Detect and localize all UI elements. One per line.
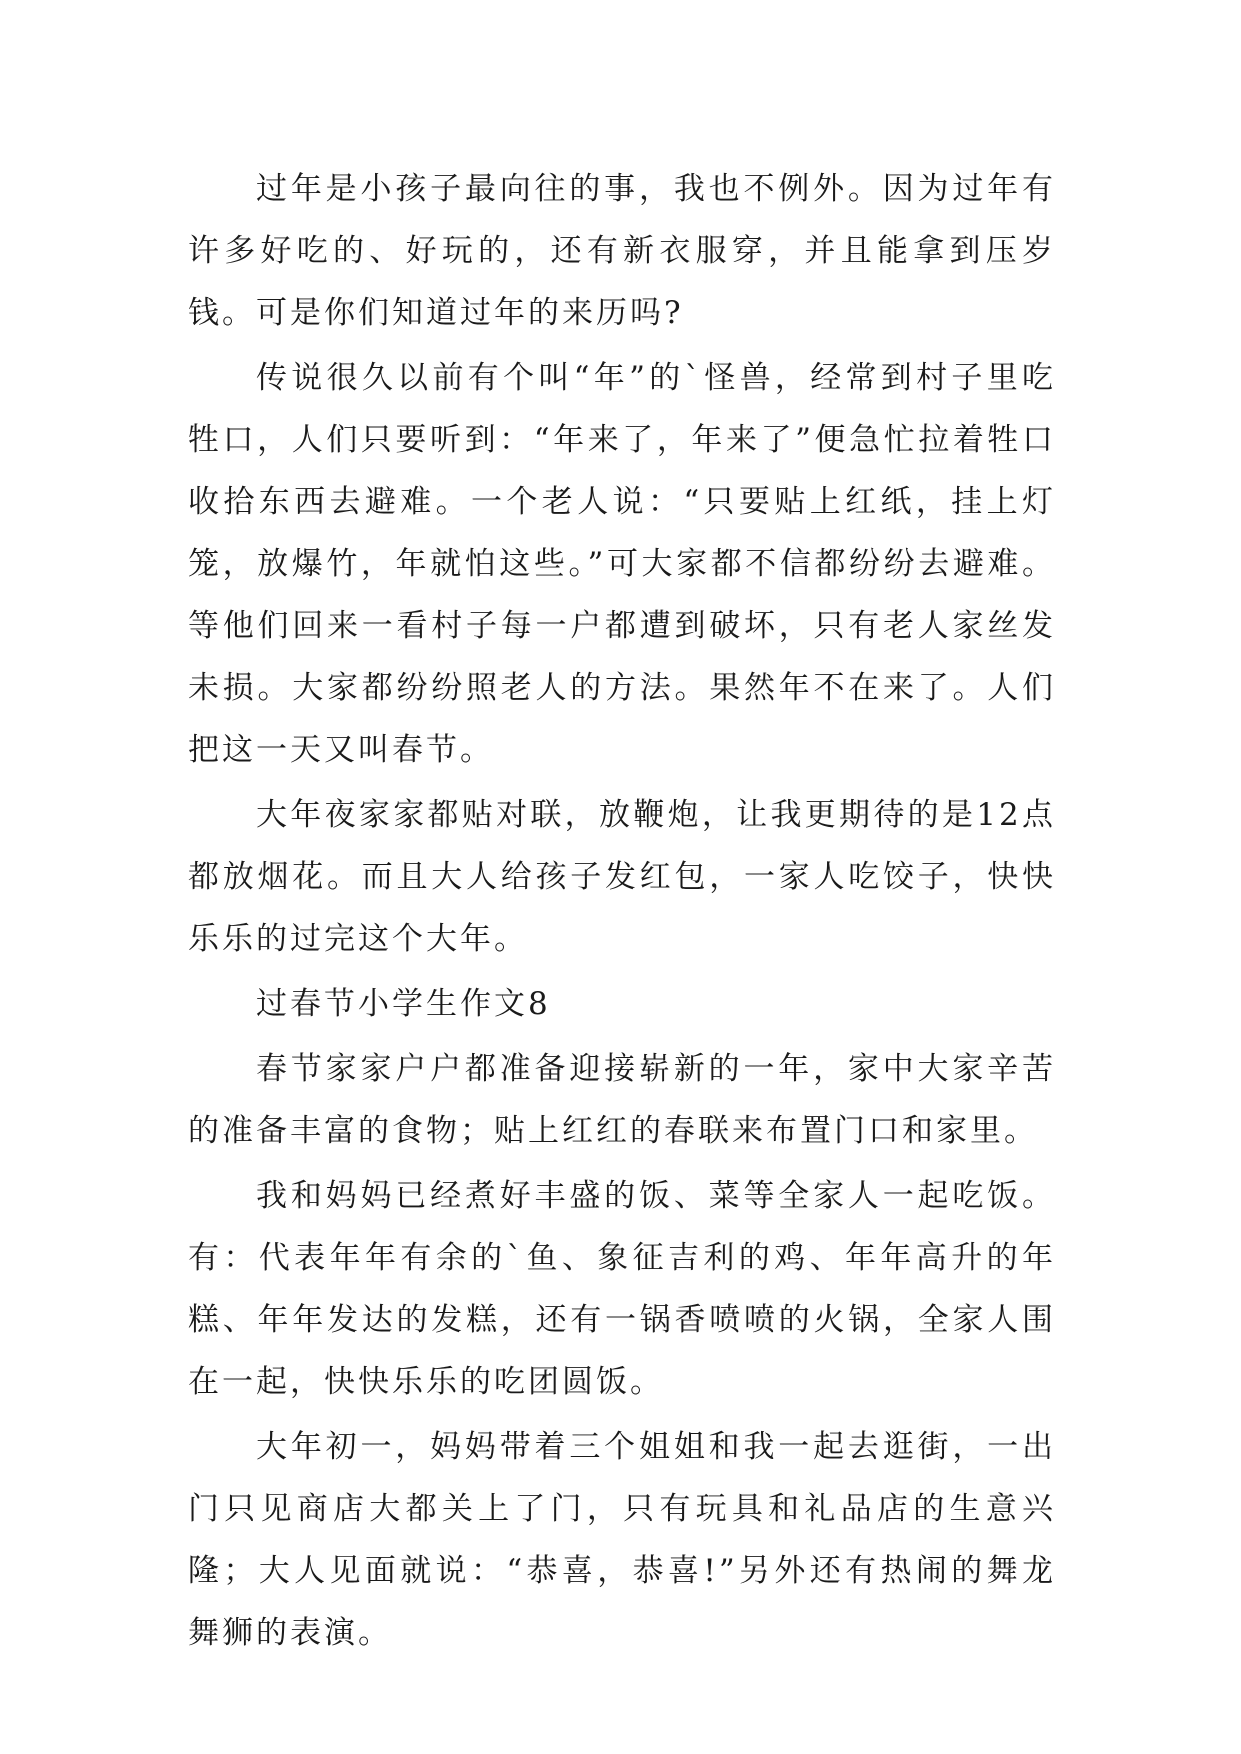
document-body [188, 158, 1056, 1667]
paragraph-intro: 过年是小孩子最向往的事，我也不例外。因为过年有许多好吃的、好玩的，还有新衣服穿，并且能拿到压岁钱。可是你们知道过年的来历吗? [188, 171, 1056, 331]
paragraph-first-day: 大年初一，妈妈带着三个姐姐和我一起去逛街，一出门只见商店大都关上了门，只有玩具和礼品店的生意兴隆；大人见面就说：“恭喜，恭喜!”另外还有热闹的舞龙舞狮的表演。 [188, 1429, 1056, 1651]
paragraph-reunion-dinner: 我和妈妈已经煮好丰盛的饭、菜等全家人一起吃饭。有：代表年年有余的`鱼、象征吉利的鸡、年年高升的年糕、年年发达的发糕，还有一锅香喷喷的火锅，全家人围在一起，快快乐乐的吃团圆饭。 [188, 1178, 1056, 1400]
paragraph-legend: 传说很久以前有个叫“年”的`怪兽，经常到村子里吃牲口，人们只要听到：“年来了，年来了”便急忙拉着牲口收拾东西去避难。一个老人说：“只要贴上红纸，挂上灯笼，放爆竹，年就怕这些。”可大家都不信都纷纷去避难。等他们回来一看村子每一户都遭到破坏，只有老人家丝发未损。大家都纷纷照老人的方法。果然年不在来了。人们把这一天又叫春节。 [188, 360, 1056, 768]
paragraph-new-year-eve: 大年夜家家都贴对联，放鞭炮，让我更期待的是12点都放烟花。而且大人给孩子发红包，一家人吃饺子，快快乐乐的过完这个大年。 [188, 797, 1056, 957]
paragraph-preparation: 春节家家户户都准备迎接崭新的一年，家中大家辛苦的准备丰富的食物；贴上红红的春联来布置门口和家里。 [188, 1051, 1056, 1149]
section-title: 过春节小学生作文8 [256, 986, 551, 1022]
